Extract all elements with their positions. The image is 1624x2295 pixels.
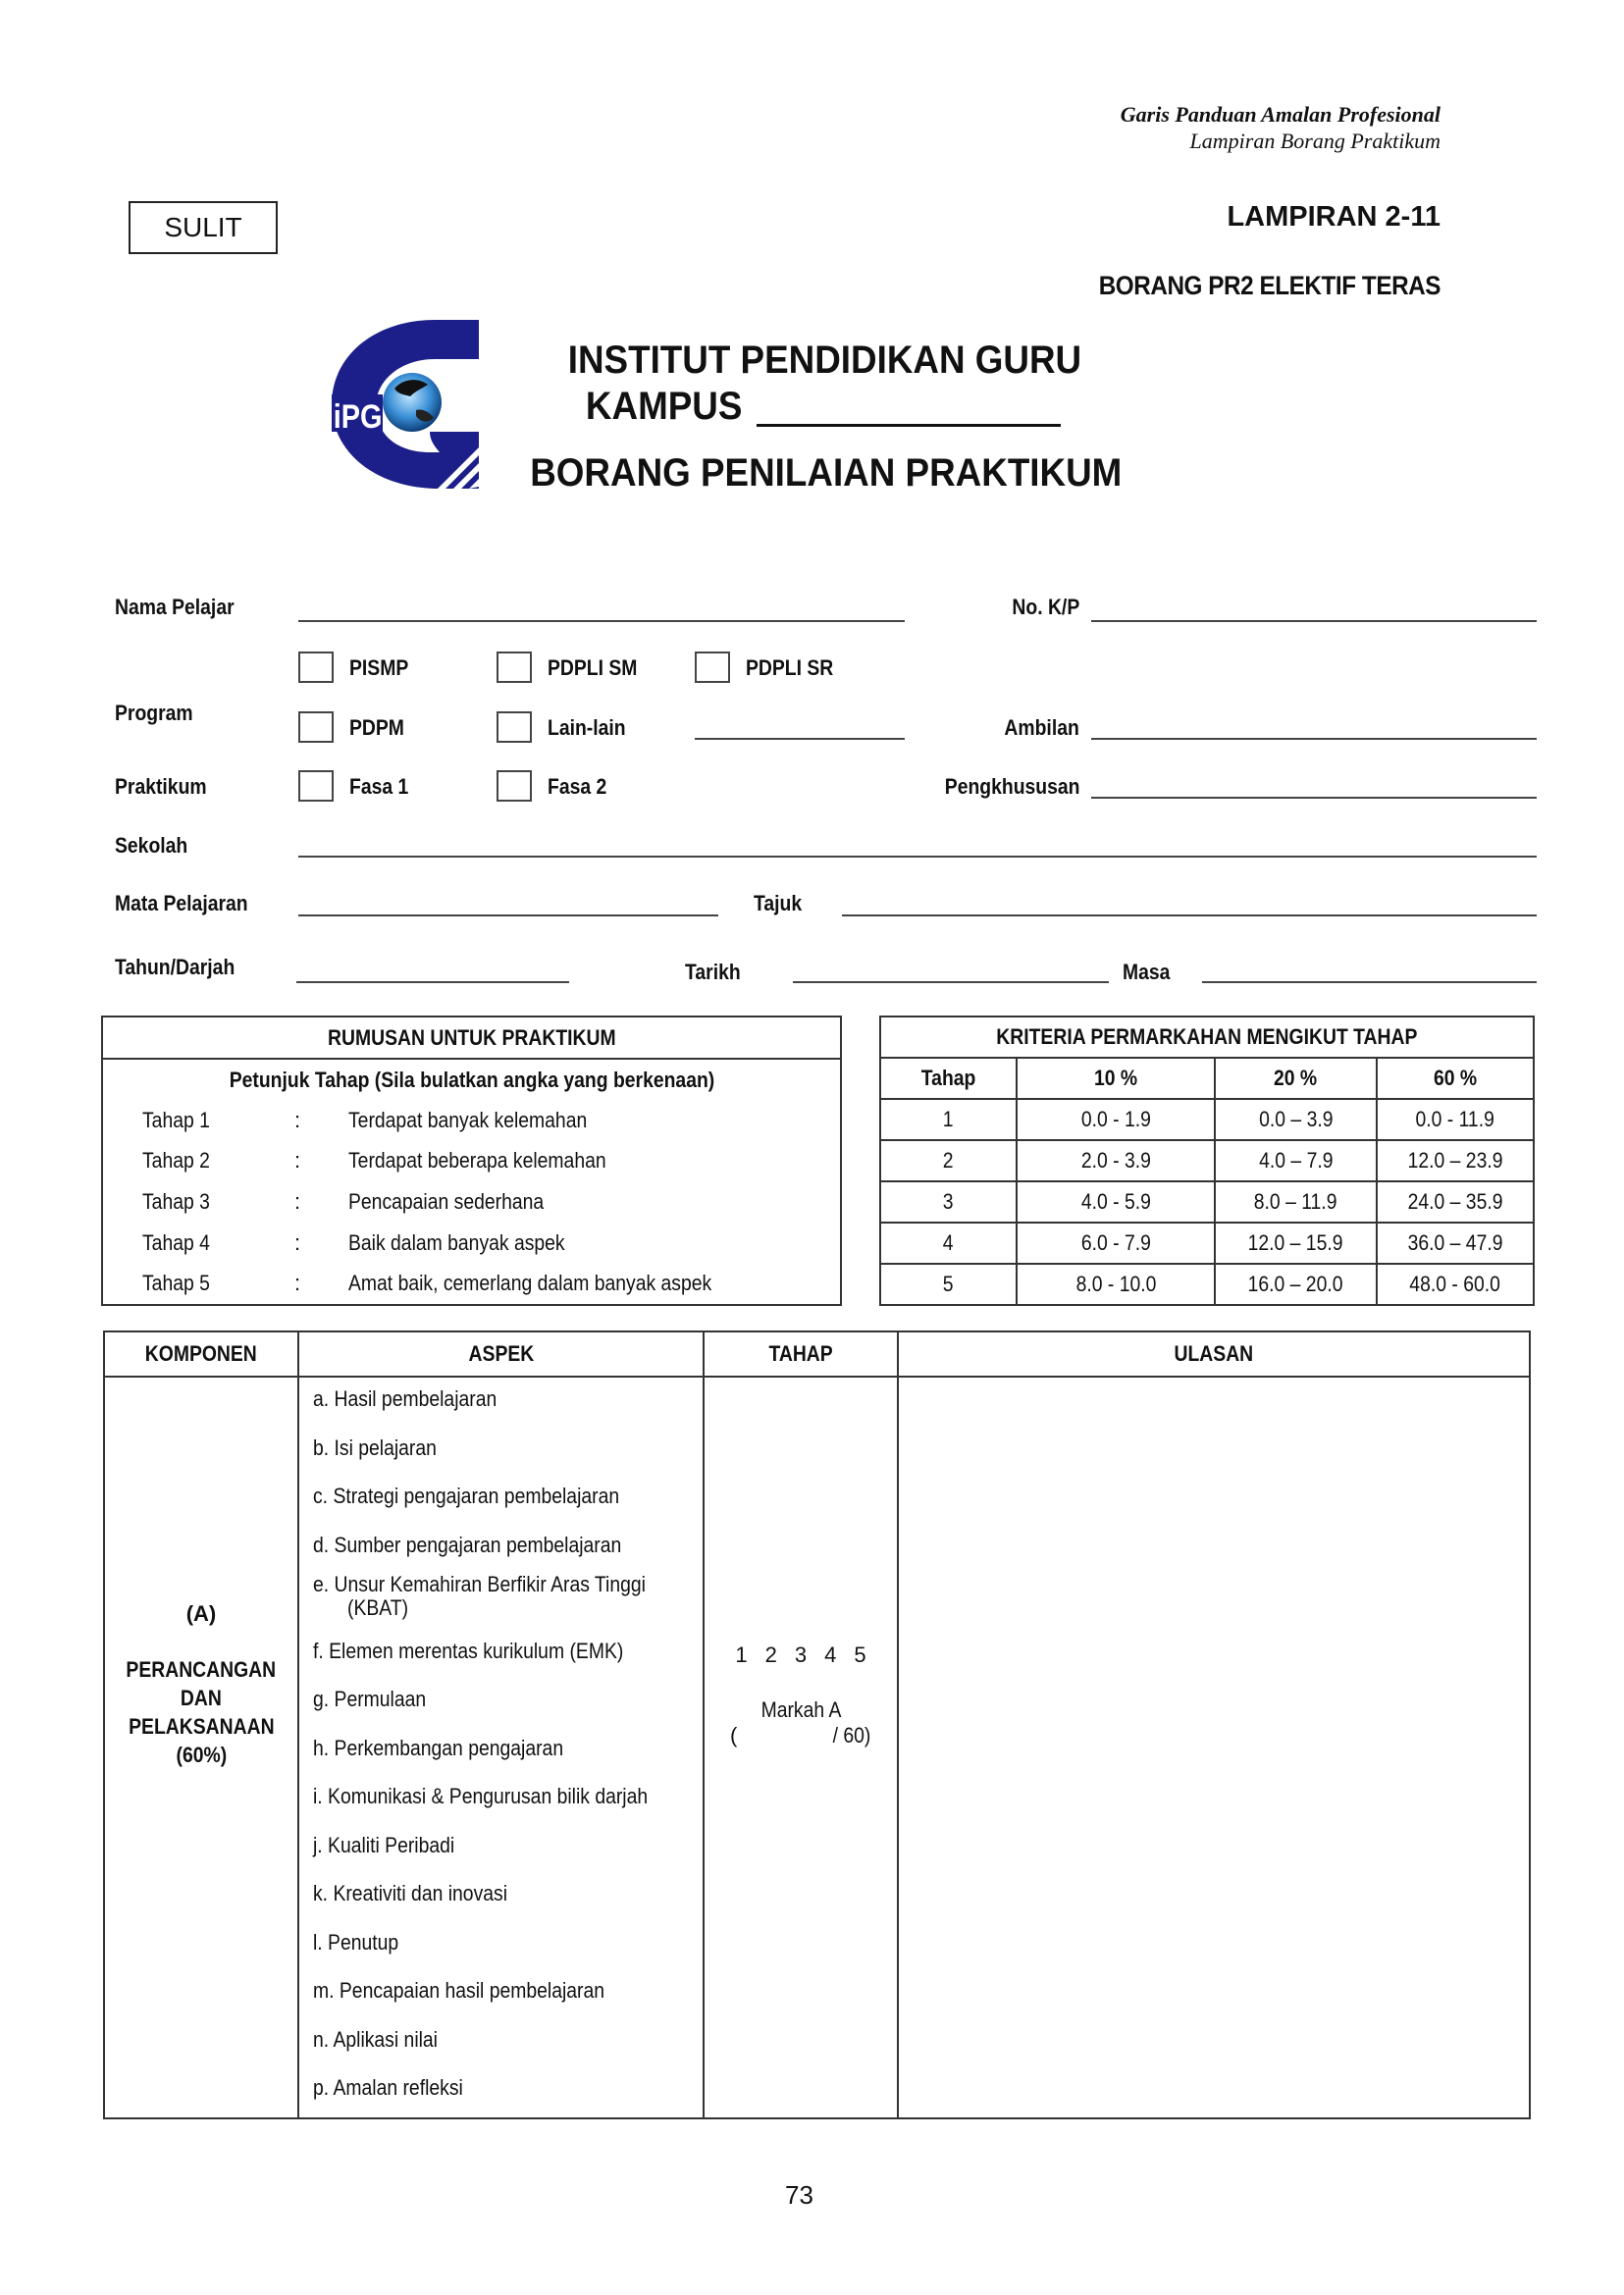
- aspek-item: h. Perkembangan pengajaran: [313, 1735, 564, 1760]
- aspek-item: b. Isi pelajaran: [313, 1434, 437, 1460]
- kriteria-table: [879, 1016, 1535, 1306]
- rumusan-title: RUMUSAN UNTUK PRAKTIKUM: [102, 1017, 841, 1059]
- kriteria-row: 1 0.0 - 1.9 0.0 – 3.9 0.0 - 11.9: [880, 1099, 1534, 1140]
- aspek-item: g. Permulaan: [313, 1687, 427, 1711]
- praktikum-label: Praktikum: [115, 774, 207, 799]
- aspek-item: l. Penutup: [313, 1929, 399, 1955]
- tarikh-label: Tarikh: [685, 960, 741, 984]
- ipg-logo-icon: [332, 320, 479, 489]
- sekolah-label: Sekolah: [115, 833, 188, 858]
- campus-field-line[interactable]: [757, 424, 1061, 427]
- checkbox-fasa-2[interactable]: [497, 770, 532, 802]
- tahap-option-2[interactable]: 2: [764, 1643, 777, 1667]
- tahap-option-1[interactable]: 1: [735, 1643, 748, 1667]
- no-kp-label: No. K/P: [1012, 595, 1079, 619]
- komponen-code: (A): [185, 1601, 217, 1626]
- aspek-item: a. Hasil pembelajaran: [313, 1386, 498, 1411]
- option-pdpli-sr-label: PDPLI SR: [746, 655, 834, 680]
- aspek-item: p. Amalan refleksi: [313, 2075, 463, 2100]
- komponen-name-3: PELAKSANAAN: [128, 1714, 275, 1739]
- markah-label: Markah A: [760, 1697, 841, 1722]
- rumusan-subtitle: Petunjuk Tahap (Sila bulatkan angka yang berkenaan): [229, 1067, 714, 1092]
- kriteria-row: 3 4.0 - 5.9 8.0 – 11.9 24.0 – 35.9: [880, 1181, 1534, 1223]
- no-kp-field[interactable]: [1091, 620, 1537, 622]
- mata-pelajaran-field[interactable]: [298, 914, 718, 916]
- komponen-weight: (60%): [176, 1743, 227, 1767]
- aspek-item: j. Kualiti Peribadi: [313, 1832, 455, 1857]
- page-number: 73: [785, 2180, 813, 2210]
- komponen-name-2: DAN: [181, 1686, 222, 1710]
- pengkhususan-label: Pengkhususan: [944, 774, 1079, 799]
- rumusan-row: Tahap 1 : Terdapat banyak kelemahan: [142, 1107, 588, 1132]
- aspek-item: m. Pencapaian hasil pembelajaran: [313, 1978, 605, 2003]
- kriteria-row: 5 8.0 - 10.0 16.0 – 20.0 48.0 - 60.0: [880, 1264, 1534, 1305]
- tahap-option-3[interactable]: 3: [794, 1643, 808, 1667]
- option-lain-lain-label: Lain-lain: [548, 715, 626, 740]
- assessment-header-row: [104, 1331, 1530, 1377]
- kriteria-title: KRITERIA PERMARKAHAN MENGIKUT TAHAP: [880, 1017, 1534, 1058]
- komponen-cell: [104, 1377, 298, 2118]
- kriteria-header-row: Tahap 10 % 20 % 60 %: [880, 1058, 1534, 1099]
- checkbox-pismp[interactable]: [298, 652, 334, 683]
- guide-subtitle: Lampiran Borang Praktikum: [1189, 129, 1441, 153]
- checkbox-pdpli-sm[interactable]: [497, 652, 532, 683]
- markah-open-paren: (: [730, 1723, 738, 1747]
- svg-text:iPG: iPG: [333, 396, 383, 436]
- checkbox-pdpm[interactable]: [298, 711, 334, 743]
- header-aspek: ASPEK: [298, 1331, 704, 1377]
- mata-pelajaran-label: Mata Pelajaran: [115, 891, 248, 915]
- aspek-item: f. Elemen merentas kurikulum (EMK): [313, 1638, 624, 1663]
- option-fasa-1-label: Fasa 1: [349, 774, 409, 799]
- header-komponen: KOMPONEN: [104, 1331, 298, 1377]
- option-pdpli-sm-label: PDPLI SM: [548, 655, 638, 680]
- masa-field[interactable]: [1202, 981, 1537, 983]
- ambilan-label: Ambilan: [1004, 715, 1079, 740]
- markah-field[interactable]: [737, 1723, 830, 1748]
- rumusan-table: [101, 1016, 842, 1306]
- tajuk-label: Tajuk: [754, 891, 803, 915]
- lain-lain-field[interactable]: [695, 738, 905, 740]
- aspek-item: c. Strategi pengajaran pembelajaran: [313, 1484, 620, 1508]
- masa-label: Masa: [1123, 960, 1171, 984]
- aspek-item: e. Unsur Kemahiran Berfikir Aras Tinggi (KBAT): [313, 1571, 646, 1620]
- header-ulasan: ULASAN: [898, 1331, 1530, 1377]
- option-fasa-2-label: Fasa 2: [548, 774, 607, 799]
- form-code: BORANG PR2 ELEKTIF TERAS: [1098, 271, 1441, 300]
- aspek-item: n. Aplikasi nilai: [313, 2026, 438, 2052]
- rumusan-row: Tahap 3 : Pencapaian sederhana: [142, 1188, 545, 1214]
- pengkhususan-field[interactable]: [1091, 797, 1537, 799]
- aspek-item: i. Komunikasi & Pengurusan bilik darjah: [313, 1784, 649, 1808]
- ambilan-field[interactable]: [1091, 738, 1537, 740]
- program-label: Program: [115, 701, 193, 725]
- option-pdpm-label: PDPM: [349, 715, 404, 740]
- kriteria-row: 2 2.0 - 3.9 4.0 – 7.9 12.0 – 23.9: [880, 1140, 1534, 1181]
- classification-label: SULIT: [164, 212, 242, 242]
- nama-pelajar-field[interactable]: [298, 620, 905, 622]
- institute-title: INSTITUT PENDIDIKAN GURU: [567, 339, 1082, 382]
- tahap-option-5[interactable]: 5: [854, 1643, 866, 1667]
- option-pismp-label: PISMP: [349, 655, 409, 680]
- aspek-cell: [298, 1377, 704, 2118]
- tahun-darjah-field[interactable]: [296, 981, 569, 983]
- rumusan-row: Tahap 4 : Baik dalam banyak aspek: [142, 1229, 565, 1255]
- sekolah-field[interactable]: [298, 856, 1537, 858]
- tahun-darjah-label: Tahun/Darjah: [115, 955, 236, 979]
- kriteria-row: 4 6.0 - 7.9 12.0 – 15.9 36.0 – 47.9: [880, 1223, 1534, 1264]
- markah-max: / 60): [832, 1723, 871, 1747]
- aspek-item: k. Kreativiti dan inovasi: [313, 1881, 507, 1905]
- classification-badge: [129, 201, 278, 254]
- tahap-scale: [705, 1643, 897, 1668]
- campus-label: KAMPUS: [585, 385, 743, 428]
- assessment-table: [103, 1330, 1531, 2119]
- tahap-cell: [704, 1377, 898, 2118]
- checkbox-fasa-1[interactable]: [298, 770, 334, 802]
- rumusan-row: Tahap 2 : Terdapat beberapa kelemahan: [142, 1148, 606, 1174]
- ulasan-cell[interactable]: [898, 1377, 1530, 2118]
- rumusan-row: Tahap 5 : Amat baik, cemerlang dalam banyak aspek: [142, 1271, 712, 1296]
- checkbox-lain-lain[interactable]: [497, 711, 532, 743]
- guide-title: Garis Panduan Amalan Profesional: [1120, 102, 1441, 127]
- appendix-number: LAMPIRAN 2-11: [1227, 201, 1441, 233]
- header-tahap: TAHAP: [704, 1331, 898, 1377]
- komponen-name-1: PERANCANGAN: [126, 1657, 277, 1682]
- tahap-option-4[interactable]: 4: [824, 1643, 837, 1667]
- tajuk-field[interactable]: [842, 914, 1537, 916]
- checkbox-pdpli-sr[interactable]: [695, 652, 730, 683]
- form-title: BORANG PENILAIAN PRAKTIKUM: [530, 451, 1123, 495]
- aspek-item: d. Sumber pengajaran pembelajaran: [313, 1532, 622, 1557]
- nama-pelajar-label: Nama Pelajar: [115, 595, 235, 619]
- tarikh-field[interactable]: [793, 981, 1109, 983]
